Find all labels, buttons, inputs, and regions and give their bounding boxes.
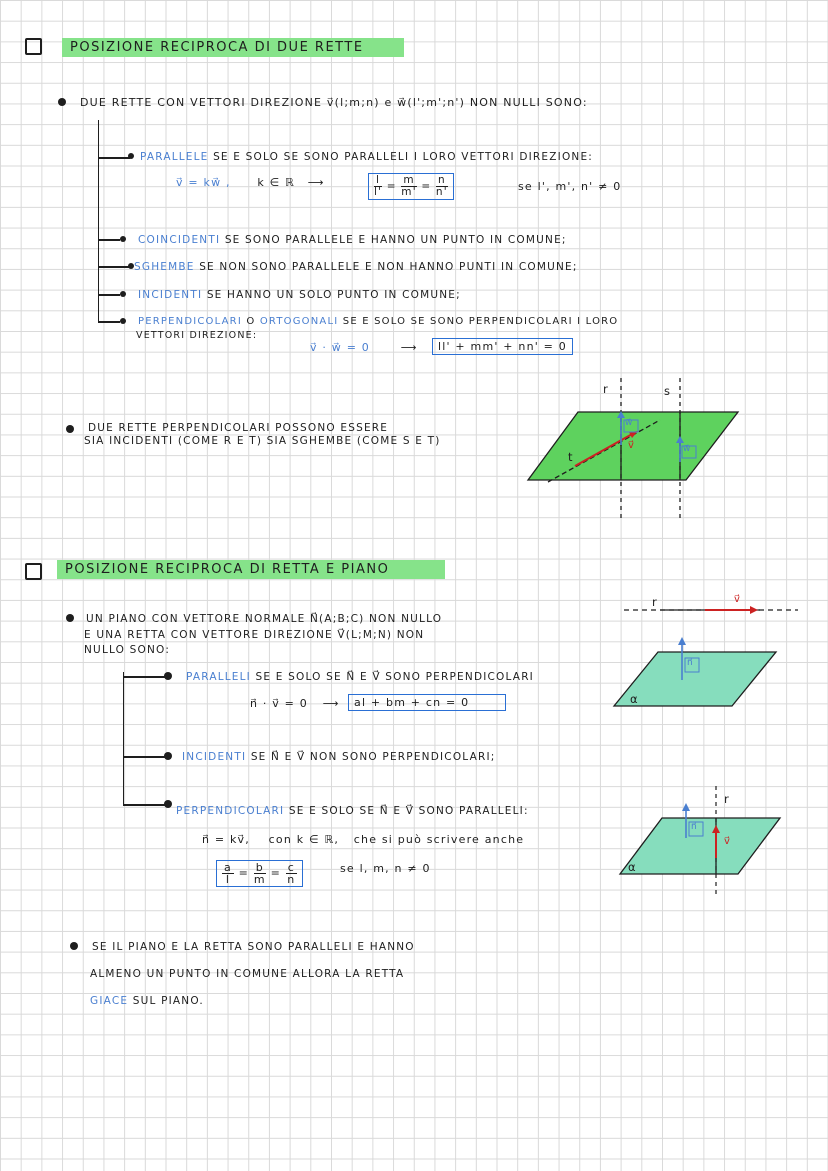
eq-left: v⃗ · w⃗ = 0 <box>310 341 371 354</box>
eq-left: n⃗ = kv⃗, <box>202 833 250 846</box>
arrow: ⟶ <box>322 697 340 710</box>
sghembe-label: SGHEMBE <box>134 261 195 273</box>
s2-perp-condition: se l, m, n ≠ 0 <box>340 862 431 875</box>
fig3-r-label: r <box>724 792 730 806</box>
eq-left: v⃗ = kw⃗ , <box>176 176 231 189</box>
frac-den: l <box>225 873 231 886</box>
fig1-w-label: w⃗ <box>625 418 634 428</box>
ortogonali-label: ORTOGONALI <box>259 316 339 327</box>
paralleli-text: SE E SOLO SE SONO PARALLELI I LORO VETTORI DIREZIONE: <box>213 151 594 163</box>
fig3-n-label: n⃗ <box>691 822 698 832</box>
k-in-r: k ∈ ℝ <box>257 176 296 189</box>
paralleli-fraction-box: $\frac{l}{l'}$ = $\frac{m}{m'}$ = $\frac{n}{n'}$ <box>368 173 454 200</box>
arrowhead <box>678 637 686 645</box>
sghembe-text: SE NON SONO PARALLELE E NON HANNO PUNTI IN COMUNE; <box>199 261 578 273</box>
fig1-t-label: t <box>568 450 574 464</box>
figure-retta-perpendicolare <box>620 786 780 898</box>
arrowhead <box>750 606 758 614</box>
arrow: ⟶ <box>307 176 325 189</box>
frac-den: n' <box>435 186 448 198</box>
final-line1: SE IL PIANO E LA RETTA SONO PARALLELI E HANNO <box>92 941 415 953</box>
s2-paralleli-eq-box: al + bm + cn = 0 <box>348 694 506 711</box>
frac-num: m <box>403 174 415 186</box>
perpendicolari-label: PERPENDICOLARI <box>138 316 242 327</box>
final-line2: ALMENO UN PUNTO IN COMUNE ALLORA LA RETTA <box>90 968 405 980</box>
frac-num: a <box>224 861 232 874</box>
coincidenti-label: COINCIDENTI <box>138 234 221 246</box>
perpendicolari-text2: VETTORI DIREZIONE: <box>136 330 258 341</box>
coincidenti-text: SE SONO PARALLELE E HANNO UN PUNTO IN COMUNE; <box>224 234 567 246</box>
fig2-r-label: r <box>652 595 658 609</box>
paralleli-condition: se l', m', n' ≠ 0 <box>518 180 622 193</box>
s2-paralleli-text: SE E SOLO SE N⃗ E V⃗ SONO PERPENDICOLARI <box>255 671 534 683</box>
final-line3: SUL PIANO. <box>132 995 204 1007</box>
intro-tail: NON NULLI SONO: <box>469 96 588 109</box>
arrow: ⟶ <box>400 341 418 354</box>
s2-perp-text: SE E SOLO SE N⃗ E V⃗ SONO PARALLELI: <box>288 805 529 817</box>
fig1-s-label: s <box>664 384 672 398</box>
frac-num: l <box>376 174 381 186</box>
fig3-alpha-label: α <box>628 860 637 874</box>
s2-perp-label: PERPENDICOLARI <box>176 805 285 817</box>
section2-intro3: NULLO SONO: <box>84 644 171 656</box>
intro-text: DUE RETTE CON VETTORI DIREZIONE <box>80 96 323 109</box>
section2-intro1: UN PIANO CON VETTORE NORMALE N⃗(A;B;C) NON NULLO <box>86 613 443 625</box>
s2-perp-fraction-box: $\frac{a}{l}$ = $\frac{b}{m}$ = $\frac{c}{n}$ <box>216 860 303 887</box>
section2-title: POSIZIONE RECIPROCA DI RETTA E PIANO <box>57 560 445 579</box>
fig2-alpha-label: α <box>630 692 639 706</box>
frac-den: l' <box>374 186 383 198</box>
note-line1: DUE RETTE PERPENDICOLARI POSSONO ESSERE <box>88 422 389 434</box>
incidenti-text: SE HANNO UN SOLO PUNTO IN COMUNE; <box>206 289 461 301</box>
final-word: GIACE <box>90 995 129 1007</box>
s2-paralleli-label: PARALLELI <box>186 671 251 683</box>
arrowhead <box>682 803 690 811</box>
frac-num: n <box>437 174 446 186</box>
fig1-v-label: v⃗ <box>628 440 636 451</box>
plane-teal <box>620 818 780 874</box>
frac-num: c <box>287 861 296 874</box>
frac-den: m' <box>401 186 417 198</box>
fig2-v-label: v⃗ <box>734 594 742 605</box>
s2-incidenti-label: INCIDENTI <box>182 751 247 763</box>
fig1-w2-label: w⃗ <box>683 444 692 454</box>
s2-incidenti-text: SE N⃗ E V⃗ NON SONO PERPENDICOLARI; <box>250 751 496 763</box>
incidenti-label: INCIDENTI <box>138 289 203 301</box>
section2-intro2: E UNA RETTA CON VETTORE DIREZIONE V⃗(L;M;N) NON <box>84 629 425 641</box>
perpendicolari-eq-box: ll' + mm' + nn' = 0 <box>432 338 573 355</box>
section1-title: POSIZIONE RECIPROCA DI DUE RETTE <box>62 38 404 57</box>
eq-left: n⃗ · v⃗ = 0 <box>250 697 308 710</box>
fig1-r-label: r <box>603 382 609 396</box>
note-line2: SIA INCIDENTI (COME R E T) SIA SGHEMBE (COME S E T) <box>84 435 441 447</box>
frac-den: m <box>253 873 266 886</box>
fig2-n-label: n⃗ <box>687 658 694 668</box>
frac-num: b <box>255 861 264 874</box>
paralleli-label: PARALLELE <box>140 151 209 163</box>
intro-vectors: v⃗(l;m;n) e w⃗(l';m';n') <box>326 96 466 109</box>
fig3-v-label: v⃗ <box>724 836 732 847</box>
eq-mid: con k ∈ ℝ, <box>268 833 340 846</box>
figure-retta-parallela <box>614 606 798 706</box>
perpendicolari-o: O <box>246 316 256 327</box>
frac-den: n <box>287 873 296 886</box>
perpendicolari-text: SE E SOLO SE SONO PERPENDICOLARI I LORO <box>342 316 619 327</box>
eq-right: che si può scrivere anche <box>353 833 525 846</box>
